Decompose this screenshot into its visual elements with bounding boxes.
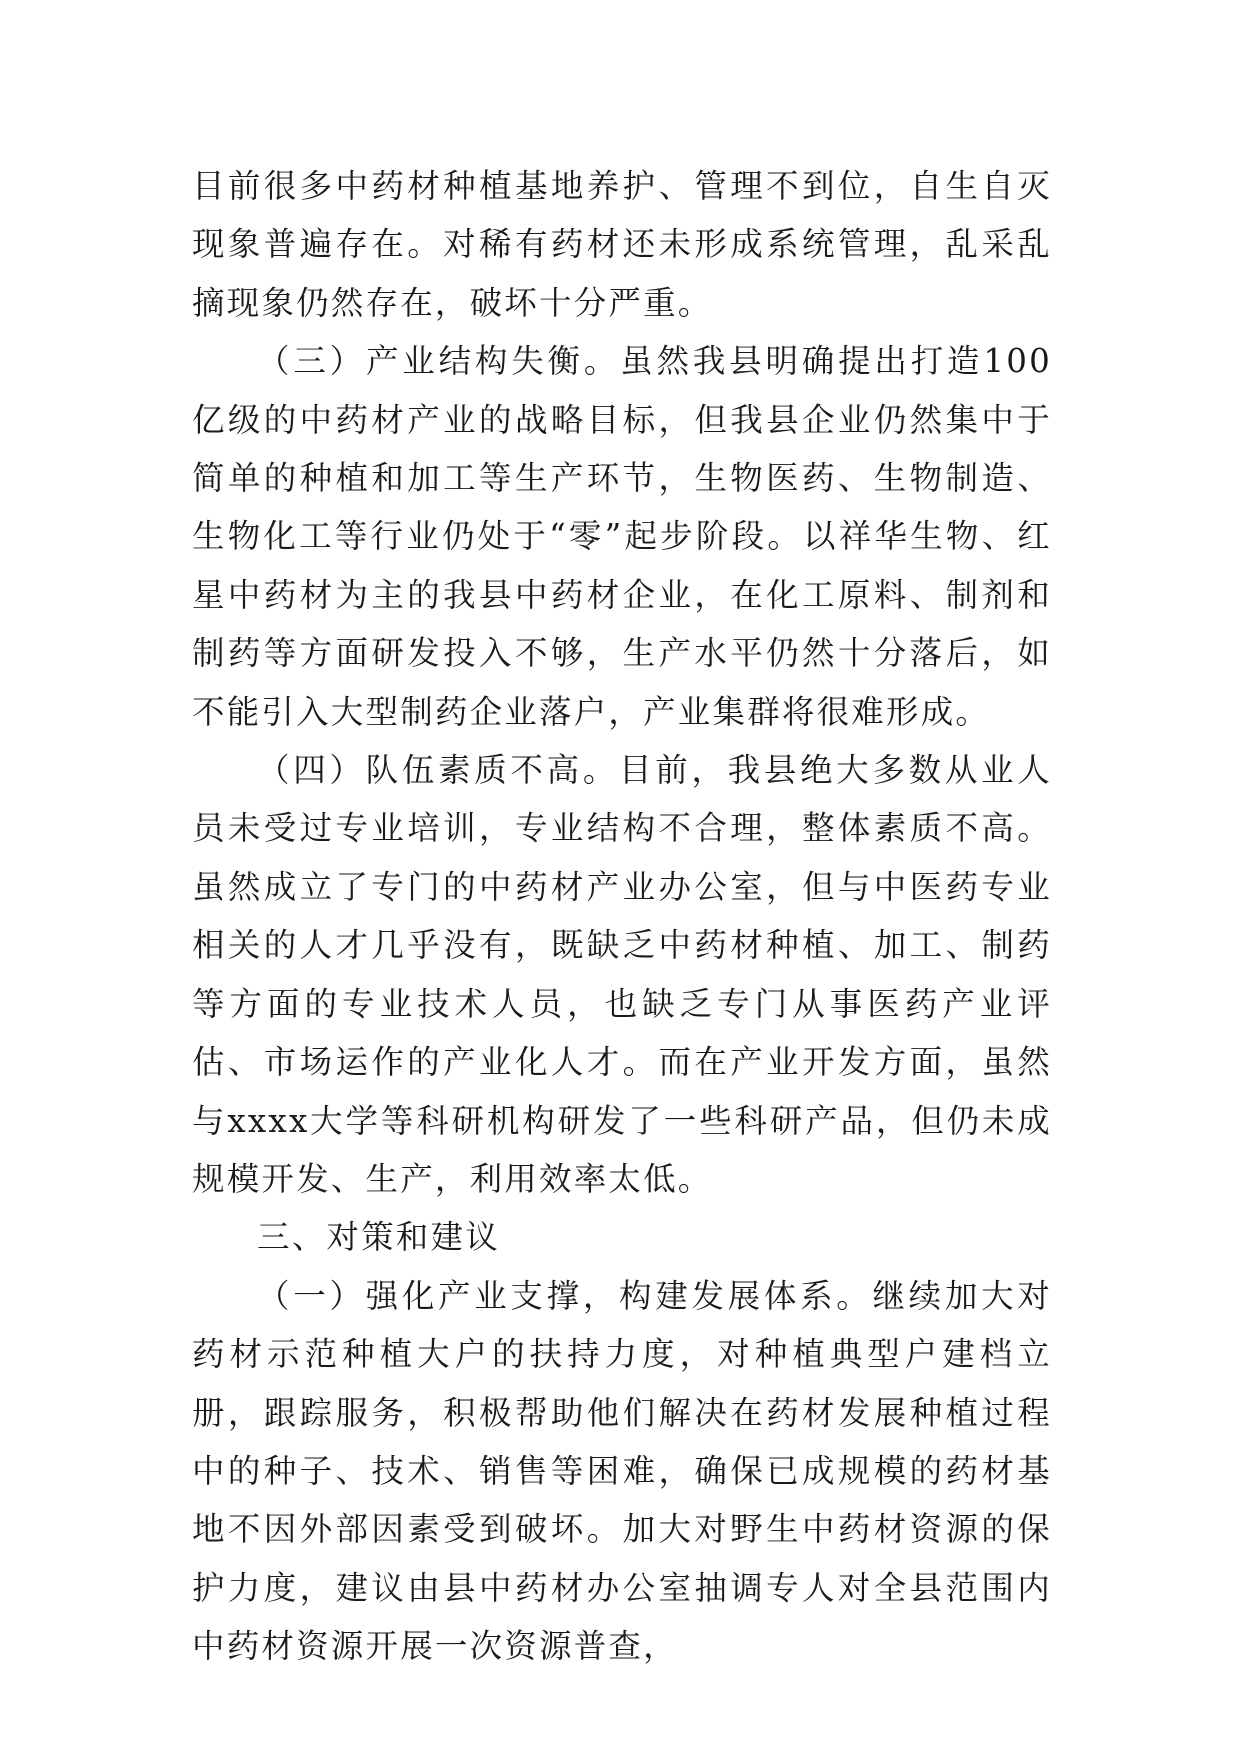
section-heading-countermeasures: 三、对策和建议 [257,1218,500,1257]
paragraph-industry-support: （一）强化产业支撑，构建发展体系。继续加大对药材示范种植大户的扶持力度，对种植典型户建档立册，跟踪服务，积极帮助他们解决在药材发展种植过程中的种子、技术、销售等困难，确保已成规模的药材基地不因外部因素受到破坏。加大对野生中药材资源的保护力度，建议由县中药材办公室抽调专人对全县范围内中药材资源开展一次资源普查， [192,1276,1052,1666]
paragraph-team-quality: （四）队伍素质不高。目前，我县绝大多数从业人员未受过专业培训，专业结构不合理，整体素质不高。虽然成立了专门的中药材产业办公室，但与中医药专业相关的人才几乎没有，既缺乏中药材种植、加工、制药等方面的专业技术人员，也缺乏专门从事医药产业评估、市场运作的产业化人才。而在产业开发方面，虽然与xxxx大学等科研机构研发了一些科研产品，但仍未成规模开发、生产，利用效率太低。 [192,751,1052,1198]
paragraph-continuation: 目前很多中药材种植基地养护、管理不到位，自生自灭现象普遍存在。对稀有药材还未形成系统管理，乱采乱摘现象仍然存在，破坏十分严重。 [192,167,1052,322]
document-body [192,157,1052,1676]
paragraph-industry-structure: （三）产业结构失衡。虽然我县明确提出打造100亿级的中药材产业的战略目标，但我县企业仍然集中于简单的种植和加工等生产环节，生物医药、生物制造、生物化工等行业仍处于“零”起步阶段。以祥华生物、红星中药材为主的我县中药材企业，在化工原料、制剂和制药等方面研发投入不够，生产水平仍然十分落后，如不能引入大型制药企业落户，产业集群将很难形成。 [192,342,1052,731]
